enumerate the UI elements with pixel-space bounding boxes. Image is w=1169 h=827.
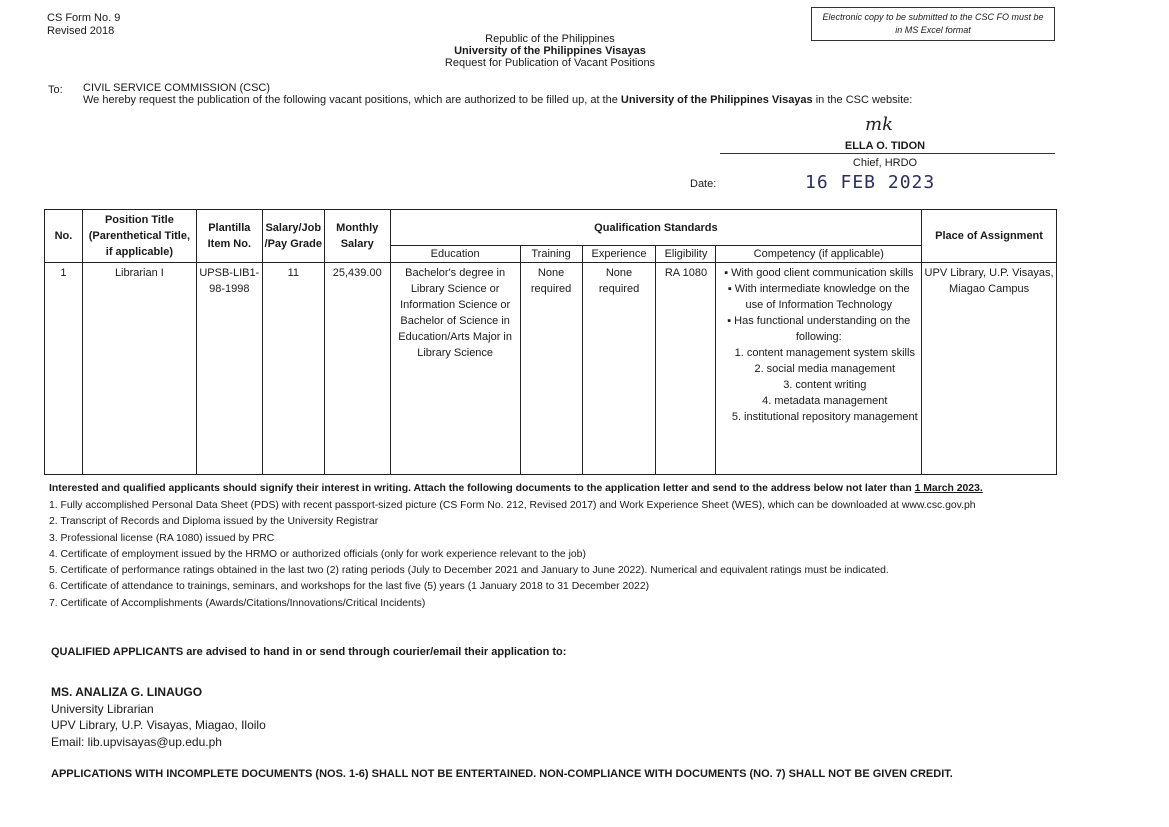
- list-item: 1. Fully accomplished Personal Data Sheet (PDS) with recent passport-sized picture (CS Form No. 212, Revised 2017) and Work Experience Sheet (WES), which can be downloaded at www.csc.gov.ph: [49, 500, 976, 511]
- deadline-date: 1 March 2023.: [914, 483, 983, 494]
- cell-position-title: Librarian I: [82, 263, 196, 475]
- list-item: 3. Professional license (RA 1080) issued by PRC: [49, 532, 275, 544]
- date-label: Date:: [690, 178, 717, 190]
- footer-warning: APPLICATIONS WITH INCOMPLETE DOCUMENTS (NOS. 1-6) SHALL NOT BE ENTERTAINED. NON-COMPLIANCE WITH DOCUMENTS (NO. 7) SHALL NOT BE GIVEN CREDIT.: [51, 768, 953, 780]
- vacant-positions-table: [44, 209, 1057, 475]
- cell-salary-grade: 11: [262, 263, 324, 475]
- application-instructions: [49, 483, 983, 494]
- form-number: [47, 12, 120, 38]
- contact-address: UPV Library, U.P. Visayas, Miagao, Iloilo: [51, 718, 266, 732]
- republic-line: Republic of the Philippines: [485, 33, 615, 45]
- instructions-text: Interested and qualified applicants should signify their interest in writing. Attach the following documents to the application letter and send to the address below not later than: [49, 483, 915, 494]
- competency-subitem: 3. content writing: [783, 379, 867, 391]
- header-education: Education: [390, 246, 520, 263]
- request-statement-university: University of the Philippines Visayas: [620, 94, 813, 106]
- header-training: Training: [520, 246, 582, 263]
- university-name: University of the Philippines Visayas: [454, 45, 646, 57]
- list-item: 4. Certificate of employment issued by the HRMO or authorized officials (only for work experience relevant to the job): [49, 548, 586, 560]
- header-monthly-salary: Monthly Salary: [324, 210, 390, 263]
- competency-item: ▪ Has functional understanding on the following:: [727, 315, 911, 343]
- electronic-copy-note: [811, 7, 1055, 41]
- request-statement: [83, 94, 912, 106]
- form-number-line: CS Form No. 9: [47, 12, 121, 24]
- cell-competency: [716, 263, 922, 475]
- cell-plantilla: UPSB-LIB1-98-1998: [196, 263, 262, 475]
- list-item: 6. Certificate of attendance to trainings, seminars, and workshops for the last five (5) years (1 January 2018 to 31 December 2022): [49, 581, 650, 593]
- signature-mark: mk: [865, 114, 893, 135]
- form-revision-line: Revised 2018: [47, 25, 115, 37]
- competency-item: ▪ With good client communication skills: [724, 267, 914, 279]
- document-header: [350, 33, 750, 69]
- competency-subitem: 4. metadata management: [762, 395, 888, 407]
- competency-subitem: 5. institutional repository management: [731, 411, 918, 423]
- cell-no: 1: [45, 263, 83, 475]
- cell-education: Bachelor's degree in Library Science or Information Science or Bachelor of Science in Education/Arts Major in Library Science: [390, 263, 520, 475]
- cell-place-of-assignment: UPV Library, U.P. Visayas, Miagao Campus: [922, 263, 1057, 475]
- recipient-agency: CIVIL SERVICE COMMISSION (CSC): [83, 82, 271, 94]
- competency-subitem: 2. social media management: [754, 363, 896, 375]
- cell-eligibility: RA 1080: [656, 263, 716, 475]
- header-place-of-assignment: Place of Assignment: [922, 210, 1057, 263]
- competency-item: ▪ With intermediate knowledge on the use of Information Technology: [727, 283, 910, 311]
- cell-training: None required: [520, 263, 582, 475]
- contact-email: Email: lib.upvisayas@up.edu.ph: [51, 734, 222, 749]
- header-experience: Experience: [582, 246, 656, 263]
- header-eligibility: Eligibility: [656, 246, 716, 263]
- contact-name: MS. ANALIZA G. LINAUGO: [51, 685, 203, 699]
- electronic-copy-line1: Electronic copy to be submitted to the CSC FO must be: [822, 12, 1044, 22]
- signatory-title: Chief, HRDO: [852, 157, 918, 169]
- signatory-name: ELLA O. TIDON: [844, 140, 926, 152]
- contact-title: University Librarian: [51, 701, 154, 716]
- contact-block: [51, 684, 266, 750]
- header-no: No.: [45, 210, 83, 263]
- competency-subitem: 1. content management system skills: [734, 347, 915, 359]
- header-salary-grade: Salary/Job /Pay Grade: [262, 210, 324, 263]
- list-item: 2. Transcript of Records and Diploma issued by the University Registrar: [49, 516, 379, 528]
- header-plantilla: Plantilla Item No.: [196, 210, 262, 263]
- requirements-list: [49, 498, 976, 612]
- request-statement-pre: We hereby request the publication of the following vacant positions, which are authorized to be filled up, at the: [83, 94, 621, 106]
- header-position-title: Position Title (Parenthetical Title, if applicable): [82, 210, 196, 263]
- request-title: Request for Publication of Vacant Positions: [444, 57, 656, 69]
- header-qualification-standards: Qualification Standards: [390, 210, 921, 246]
- request-statement-post: in the CSC website:: [812, 94, 913, 106]
- qualified-applicants-note: QUALIFIED APPLICANTS are advised to hand in or send through courier/email their application to:: [51, 646, 567, 658]
- signature-divider: [720, 153, 1055, 154]
- electronic-copy-line2: in MS Excel format: [895, 25, 971, 35]
- list-item: 5. Certificate of performance ratings obtained in the last two (2) rating periods (July to December 2021 and January to June 2022). Numerical and equivalent ratings must be indicated.: [49, 565, 889, 577]
- to-label: To:: [48, 84, 63, 96]
- cell-monthly-salary: 25,439.00: [324, 263, 390, 475]
- header-competency: Competency (if applicable): [716, 246, 922, 263]
- table-row: [45, 263, 1057, 475]
- recipient-block: [83, 82, 912, 106]
- cell-experience: None required: [582, 263, 656, 475]
- date-stamp: 16 FEB 2023: [805, 172, 936, 193]
- list-item: 7. Certificate of Accomplishments (Awards/Citations/Innovations/Critical Incidents): [49, 597, 426, 609]
